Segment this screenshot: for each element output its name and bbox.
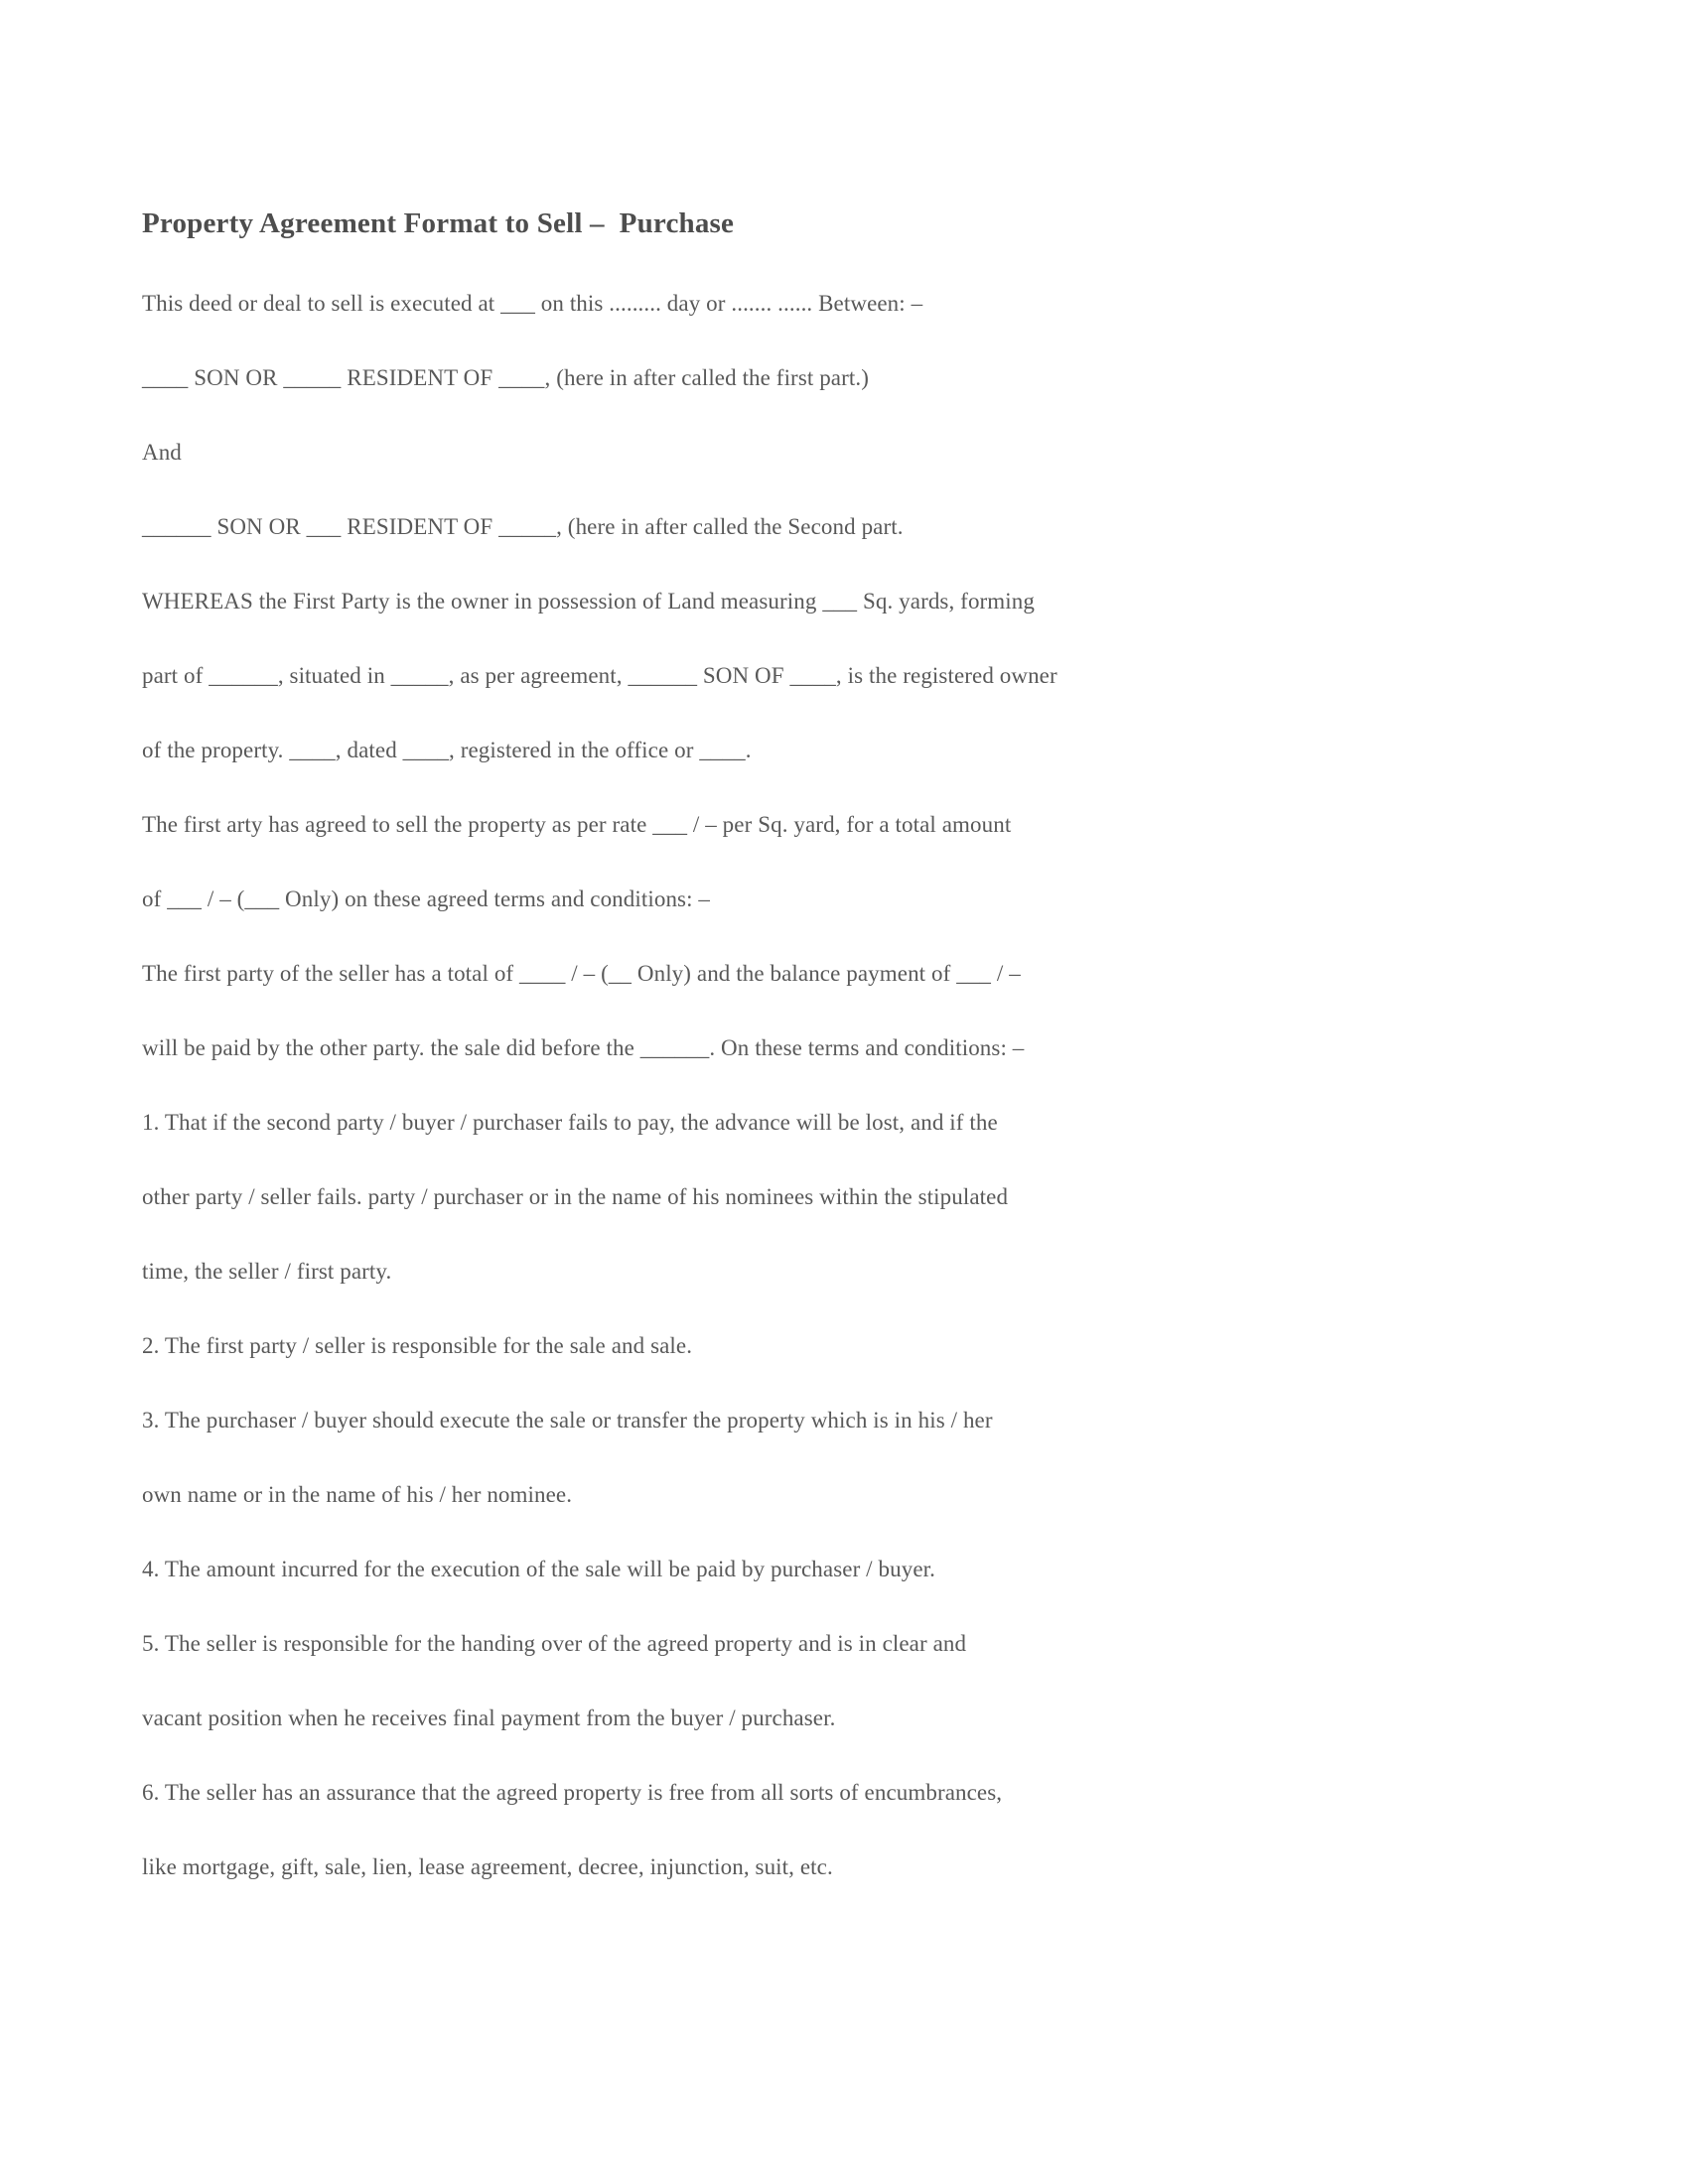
paragraph bbox=[142, 266, 1628, 341]
paragraph bbox=[142, 1308, 1628, 1383]
paragraph-line: 3. The purchaser / buyer should execute the sale or transfer the property which is in his / her bbox=[142, 1408, 993, 1433]
paragraph-line: part of ______, situated in _____, as per agreement, ______ SON OF ____, is the registered owner bbox=[142, 663, 1057, 688]
paragraph-line: will be paid by the other party. the sale did before the ______. On these terms and conditions: – bbox=[142, 1035, 1025, 1060]
paragraph-line: WHEREAS the First Party is the owner in possession of Land measuring ___ Sq. yards, forming bbox=[142, 589, 1035, 614]
paragraph bbox=[142, 489, 1628, 564]
paragraph-line: 2. The first party / seller is responsible for the sale and sale. bbox=[142, 1333, 693, 1358]
paragraph bbox=[142, 1606, 1628, 1755]
paragraph-line: The first arty has agreed to sell the property as per rate ___ / – per Sq. yard, for a total amount bbox=[142, 812, 1012, 837]
paragraph-line: ____ SON OR _____ RESIDENT OF ____, (here in after called the first part.) bbox=[142, 365, 869, 390]
paragraph-line: ______ SON OR ___ RESIDENT OF _____, (here in after called the Second part. bbox=[142, 514, 904, 539]
paragraph bbox=[142, 787, 1628, 936]
paragraph bbox=[142, 1532, 1628, 1606]
paragraph bbox=[142, 341, 1628, 415]
paragraph bbox=[142, 936, 1628, 1085]
paragraph bbox=[142, 564, 1628, 787]
paragraph-line: vacant position when he receives final payment from the buyer / purchaser. bbox=[142, 1706, 836, 1730]
paragraph-line: 1. That if the second party / buyer / purchaser fails to pay, the advance will be lost, and if the bbox=[142, 1110, 998, 1135]
paragraph-line: own name or in the name of his / her nominee. bbox=[142, 1482, 573, 1507]
paragraph-line: 5. The seller is responsible for the handing over of the agreed property and is in clear and bbox=[142, 1631, 967, 1656]
paragraph-line: And bbox=[142, 440, 182, 465]
paragraph-line: other party / seller fails. party / purchaser or in the name of his nominees within the stipulated bbox=[142, 1184, 1009, 1209]
paragraph bbox=[142, 1383, 1628, 1532]
paragraph bbox=[142, 1085, 1628, 1308]
document-body bbox=[142, 266, 1628, 1904]
paragraph-line: This deed or deal to sell is executed at ___ on this ......... day or ....... ...... Between: – bbox=[142, 291, 923, 316]
paragraph-line: of the property. ____, dated ____, registered in the office or ____. bbox=[142, 738, 752, 762]
paragraph bbox=[142, 1755, 1628, 1904]
paragraph-line: time, the seller / first party. bbox=[142, 1259, 392, 1284]
paragraph-line: of ___ / – (___ Only) on these agreed terms and conditions: – bbox=[142, 887, 711, 911]
document-title: Property Agreement Format to Sell – Purchase bbox=[142, 207, 735, 239]
paragraph-line: The first party of the seller has a total of ____ / – (__ Only) and the balance payment of ___ / – bbox=[142, 961, 1021, 986]
paragraph-line: 6. The seller has an assurance that the agreed property is free from all sorts of encumbrances, bbox=[142, 1780, 1003, 1805]
paragraph-line: like mortgage, gift, sale, lien, lease agreement, decree, injunction, suit, etc. bbox=[142, 1854, 833, 1879]
paragraph-line: 4. The amount incurred for the execution of the sale will be paid by purchaser / buyer. bbox=[142, 1557, 935, 1581]
paragraph bbox=[142, 415, 1628, 489]
